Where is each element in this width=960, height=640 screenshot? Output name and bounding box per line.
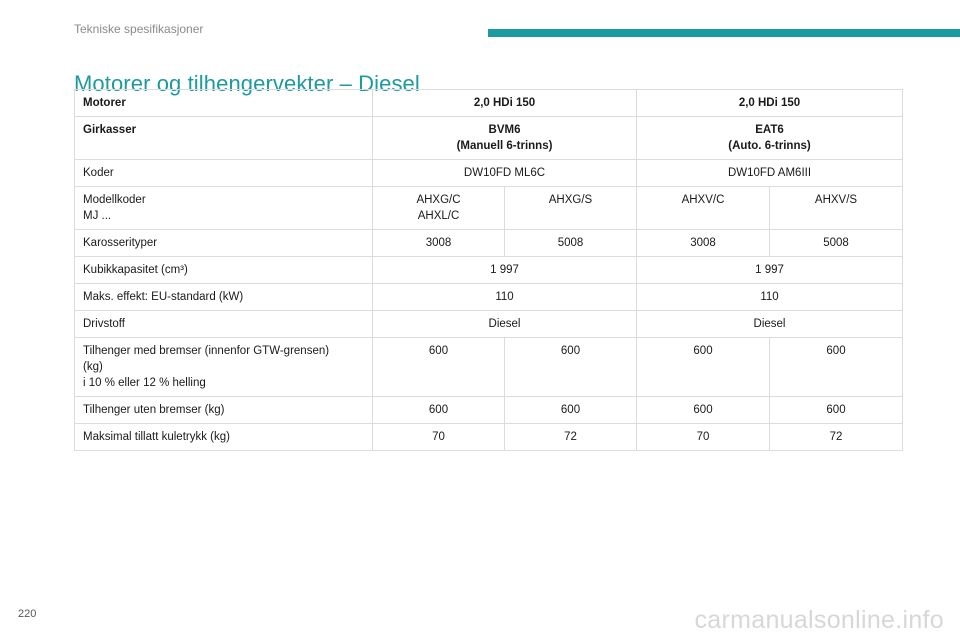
model-code-cell <box>373 187 505 230</box>
unbraked-trailer-cell: 600 <box>770 397 903 424</box>
model-code: AHXG/S <box>548 194 593 206</box>
table-row-braked-trailer <box>75 338 903 397</box>
braked-trailer-unit: (kg) <box>83 361 103 373</box>
fuel-cell: Diesel <box>637 311 903 338</box>
gearbox-cell <box>373 117 637 160</box>
model-code-cell <box>637 187 770 230</box>
table-row-engines <box>75 90 903 117</box>
table-row-unbraked-trailer <box>75 397 903 424</box>
table-row-model-codes <box>75 187 903 230</box>
section-header: Tekniske spesifikasjoner <box>74 22 204 36</box>
table-row-nose-weight <box>75 424 903 451</box>
model-code: AHXG/C <box>416 194 461 206</box>
gearbox-name: BVM6 <box>488 124 521 136</box>
table-row-capacity <box>75 257 903 284</box>
unbraked-trailer-cell: 600 <box>373 397 505 424</box>
header-accent-bar <box>488 29 960 37</box>
page-number: 220 <box>18 608 37 620</box>
row-label-braked-trailer <box>75 338 373 397</box>
table-row-power <box>75 284 903 311</box>
row-label-power: Maks. effekt: EU-standard (kW) <box>75 284 373 311</box>
body-type-cell: 3008 <box>373 230 505 257</box>
table-row-fuel <box>75 311 903 338</box>
table-row-codes <box>75 160 903 187</box>
table-row-gearboxes <box>75 117 903 160</box>
row-label-model-codes <box>75 187 373 230</box>
braked-trailer-cell: 600 <box>505 338 637 397</box>
model-code: AHXV/C <box>681 194 725 206</box>
nose-weight-cell: 70 <box>637 424 770 451</box>
row-label-gearboxes: Girkasser <box>75 117 373 160</box>
row-label-capacity: Kubikkapasitet (cm³) <box>75 257 373 284</box>
code-cell: DW10FD ML6C <box>373 160 637 187</box>
braked-trailer-cell: 600 <box>637 338 770 397</box>
page-title: Motorer og tilhengervekter – Diesel <box>74 70 420 96</box>
capacity-cell: 1 997 <box>637 257 903 284</box>
capacity-cell: 1 997 <box>373 257 637 284</box>
gearbox-desc: (Auto. 6-trinns) <box>728 140 811 152</box>
row-label-nose-weight: Maksimal tillatt kuletrykk (kg) <box>75 424 373 451</box>
gearbox-name: EAT6 <box>755 124 784 136</box>
braked-trailer-cell: 600 <box>770 338 903 397</box>
braked-trailer-gradient: i 10 % eller 12 % helling <box>83 377 206 389</box>
code-cell: DW10FD AM6III <box>637 160 903 187</box>
nose-weight-cell: 72 <box>770 424 903 451</box>
row-label-unbraked-trailer: Tilhenger uten bremser (kg) <box>75 397 373 424</box>
row-label-body-types: Karosserityper <box>75 230 373 257</box>
gearbox-cell <box>637 117 903 160</box>
model-year-label: MJ ... <box>83 210 112 222</box>
model-codes-label: Modellkoder <box>83 194 146 206</box>
braked-trailer-label: Tilhenger med bremser (innenfor GTW-grensen) <box>83 345 330 357</box>
fuel-cell: Diesel <box>373 311 637 338</box>
spec-table <box>74 89 903 451</box>
nose-weight-cell: 72 <box>505 424 637 451</box>
body-type-cell: 5008 <box>505 230 637 257</box>
row-label-fuel: Drivstoff <box>75 311 373 338</box>
model-code-cell <box>770 187 903 230</box>
nose-weight-cell: 70 <box>373 424 505 451</box>
row-label-engines: Motorer <box>75 90 373 117</box>
watermark: carmanualsonline.info <box>694 606 944 634</box>
gearbox-desc: (Manuell 6-trinns) <box>456 140 553 152</box>
unbraked-trailer-cell: 600 <box>637 397 770 424</box>
braked-trailer-cell: 600 <box>373 338 505 397</box>
engine-cell: 2,0 HDi 150 <box>373 90 637 117</box>
unbraked-trailer-cell: 600 <box>505 397 637 424</box>
engine-cell: 2,0 HDi 150 <box>637 90 903 117</box>
body-type-cell: 5008 <box>770 230 903 257</box>
model-code: AHXL/C <box>417 210 460 222</box>
row-label-codes: Koder <box>75 160 373 187</box>
table-row-body-types <box>75 230 903 257</box>
power-cell: 110 <box>373 284 637 311</box>
power-cell: 110 <box>637 284 903 311</box>
model-code-cell <box>505 187 637 230</box>
body-type-cell: 3008 <box>637 230 770 257</box>
model-code: AHXV/S <box>814 194 858 206</box>
